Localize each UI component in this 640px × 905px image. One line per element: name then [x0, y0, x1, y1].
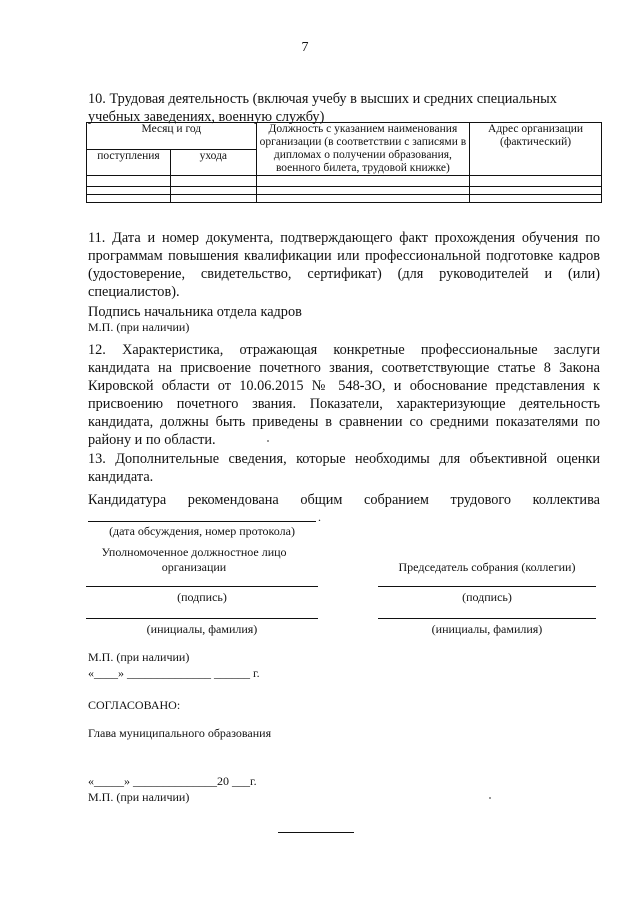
mp-note-3: М.П. (при наличии) — [88, 790, 190, 804]
section-12: 12. Характеристика, отражающая конкретные профессиональные заслуги кандидата на присвоение почетного звания, соответствующие статье 8 Закона Кировской области от 10.06.2015 № 548-ЗО, и обоснование представления к присвоению почетного звания. Показатели, характеризующие деятельность кандидата, должны быть приведены в сравнении со средними показателями по району и по области. — [88, 342, 600, 448]
section-13: 13. Дополнительные сведения, которые необходимы для объективной оценки кандидата. — [88, 451, 600, 485]
hr-signature-label: Подпись начальника отдела кадров — [88, 304, 302, 320]
right-official-title: Председатель собрания (коллегии) — [398, 560, 576, 574]
table-row — [87, 187, 602, 195]
col-entry: поступления — [87, 149, 171, 176]
table-row — [87, 176, 602, 187]
agreed-label: СОГЛАСОВАНО: — [88, 698, 181, 712]
discussion-line — [88, 521, 316, 522]
head-title: Глава муниципального образования — [88, 726, 272, 740]
mp-note-1: М.П. (при наличии) — [88, 320, 190, 334]
col-exit: ухода — [170, 149, 256, 176]
right-name-caption: (инициалы, фамилия) — [431, 622, 543, 636]
left-official-title — [86, 545, 302, 575]
page-number: 7 — [301, 40, 309, 55]
section-10-line2: учебных заведениях, военную службу) — [88, 109, 325, 125]
right-name-line — [378, 618, 596, 619]
footer-rule — [278, 832, 354, 833]
section-11: 11. Дата и номер документа, подтверждающего факт прохождения обучения по программам повышения квалификации или профессиональной подготовке кадров (удостоверение, свидетельство, сертификат) (для руководителей и (или) специалистов). — [88, 230, 600, 300]
col-position: Должность с указанием наименования организации (в соответствии с записями в дипломах о получении образования, военного билета, трудовой книжке) — [256, 123, 469, 176]
left-name-caption: (инициалы, фамилия) — [146, 622, 258, 636]
left-official-title-line2: организации — [161, 560, 227, 574]
date-line-2: «_____» ______________20 ___г. — [88, 774, 257, 788]
mp-note-2: М.П. (при наличии) — [88, 650, 190, 664]
work-history-table — [86, 122, 602, 203]
left-signature-line — [86, 586, 318, 587]
left-signature-caption: (подпись) — [177, 590, 227, 604]
section-10-line1: 10. Трудовая деятельность (включая учебу в высших и средних специальных — [88, 91, 557, 107]
discussion-caption: (дата обсуждения, номер протокола) — [109, 524, 295, 538]
right-signature-caption: (подпись) — [462, 590, 512, 604]
col-address: Адрес организации (фактический) — [470, 123, 602, 176]
table-row — [87, 195, 602, 203]
left-official-title-line1: Уполномоченное должностное лицо — [101, 545, 287, 559]
right-signature-line — [378, 586, 596, 587]
col-month-year: Месяц и год — [87, 123, 257, 150]
date-line-1: «____» ______________ ______ г. — [88, 666, 260, 680]
left-name-line — [86, 618, 318, 619]
section-10-heading — [88, 90, 600, 126]
recommendation-text: Кандидатура рекомендована общим собранием трудового коллектива — [88, 492, 600, 508]
